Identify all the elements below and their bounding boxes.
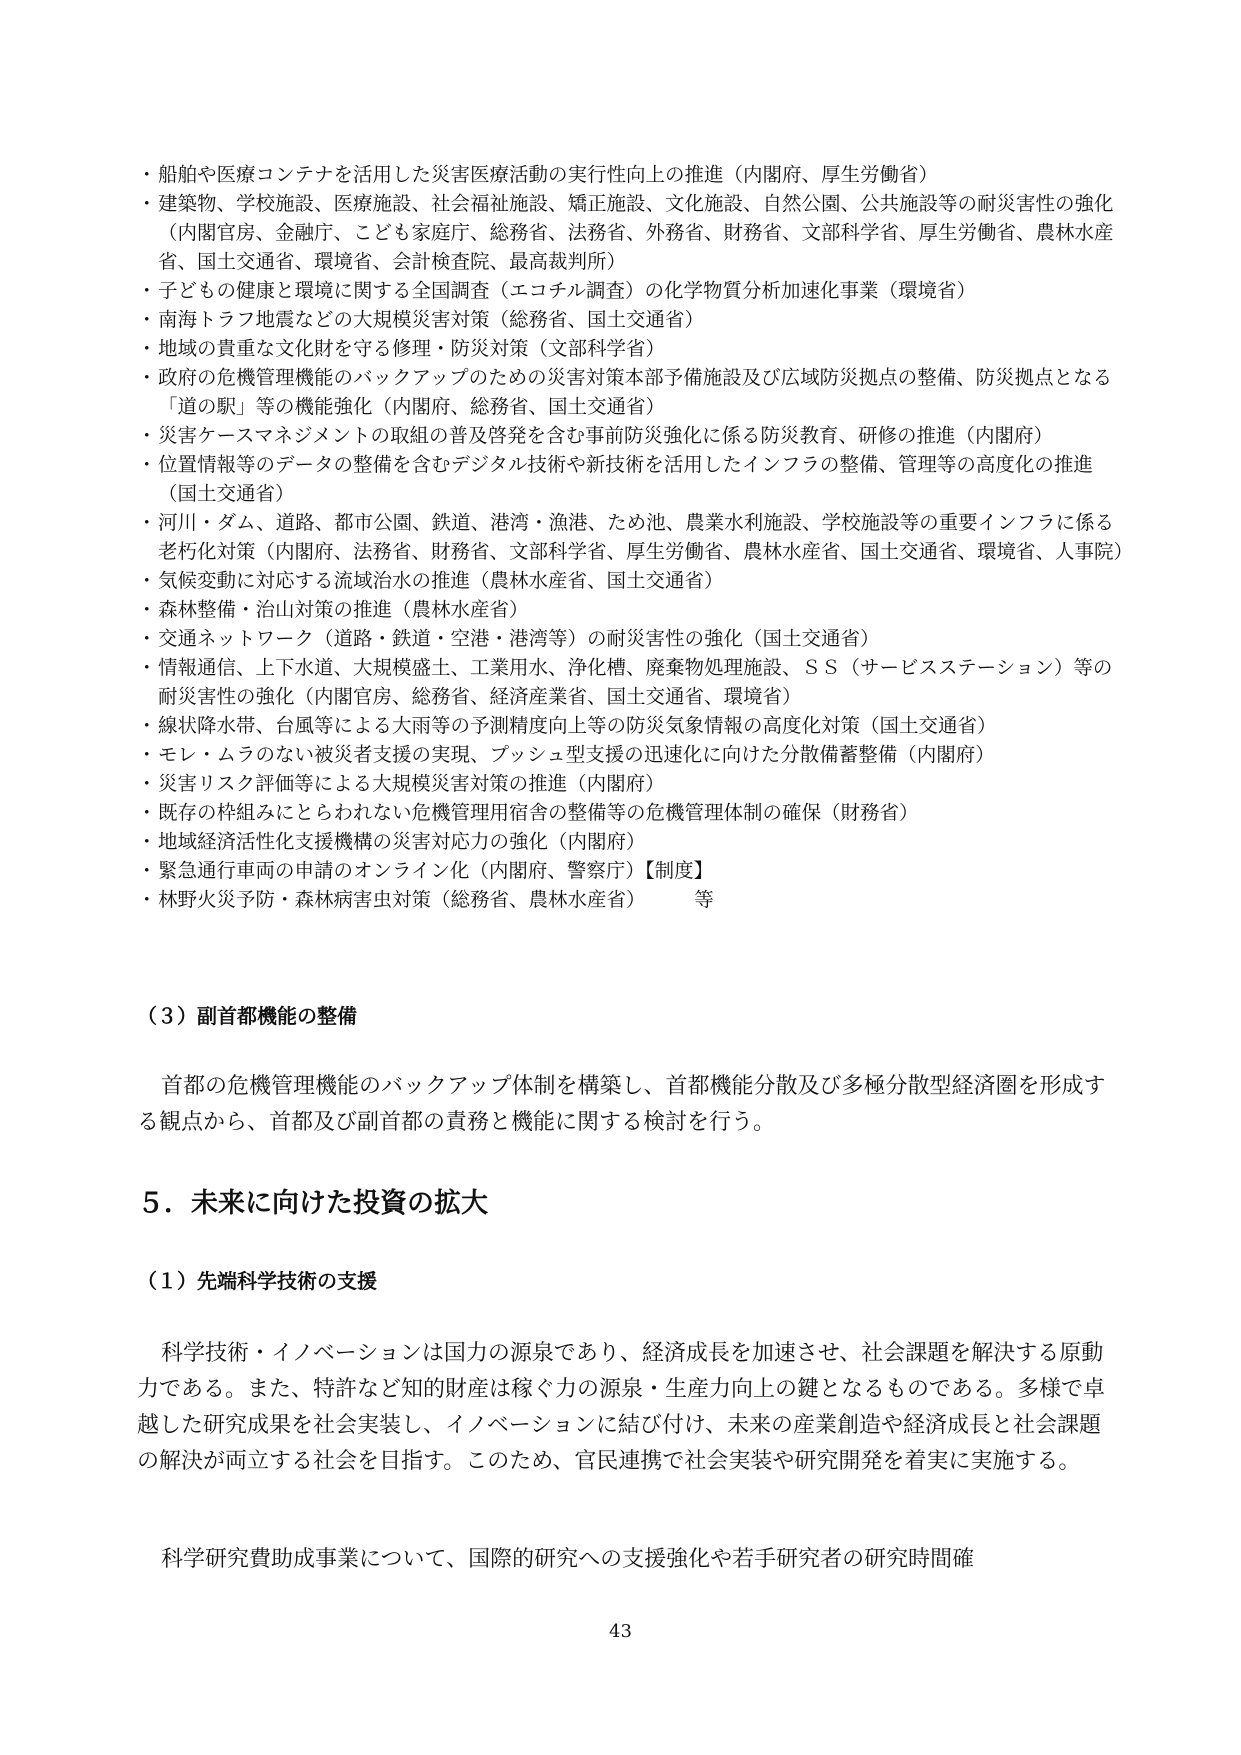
bullet-text: 地域経済活性化支援機構の災害対応力の強化（内閣府） (158, 830, 646, 853)
bullet-mark: ・ (137, 743, 157, 766)
bullet-text: 気候変動に対応する流域治水の推進（農林水産省、国土交通省） (158, 569, 724, 592)
bullet-item (137, 276, 1127, 305)
bullet-mark: ・ (137, 163, 157, 186)
bullet-mark: ・ (137, 279, 157, 302)
body-paragraph: 首都の危機管理機能のバックアップ体制を構築し、首都機能分散及び多極分散型経済圏を形成する観点から、首都及び副首都の責務と機能に関する検討を行う。 (137, 1074, 1106, 1135)
bullet-item (137, 595, 1127, 624)
bullet-item (137, 711, 1127, 740)
bullet-text: 線状降水帯、台風等による大雨等の予測精度向上等の防災気象情報の高度化対策（国土交通省） (158, 714, 997, 737)
body-paragraph: 科学技術・イノベーションは国力の源泉であり、経済成長を加速させ、社会課題を解決する原動力である。また、特許など知的財産は稼ぐ力の源泉・生産力向上の鍵となるものである。多様で卓越した研究成果を社会実装し、イノベーションに結び付け、未来の産業創造や経済成長と社会課題の解決が両立する社会を目指す。このため、官民連携で社会実装や研究開発を着実に実施する。 (137, 1341, 1106, 1474)
bullet-text: 政府の危機管理機能のバックアップのための災害対策本部予備施設及び広域防災拠点の整備、防災拠点となる「道の駅」等の機能強化（内閣府、総務省、国土交通省） (158, 366, 1113, 418)
bullet-item (137, 334, 1127, 363)
bullet-text: 災害ケースマネジメントの取組の普及啓発を含む事前防災強化に係る防災教育、研修の推進（内閣府） (158, 424, 1054, 447)
subsection-heading: （３）副首都機能の整備 (137, 1004, 357, 1028)
bullet-item (137, 160, 1127, 189)
bullet-text: 位置情報等のデータの整備を含むデジタル技術や新技術を活用したインフラの整備、管理等の高度化の推進（国土交通省） (158, 453, 1093, 505)
bullet-text: 建築物、学校施設、医療施設、社会福祉施設、矯正施設、文化施設、自然公園、公共施設等の耐災害性の強化（内閣官房、金融庁、こども家庭庁、総務省、法務省、外務省、財務省、文部科学省、厚生労働省、農林水産省、国土交通省、環境省、会計検査院、最高裁判所） (158, 192, 1114, 273)
bullet-mark: ・ (137, 598, 157, 621)
bullet-item (137, 305, 1127, 334)
bullet-text: 災害リスク評価等による大規模災害対策の推進（内閣府） (158, 772, 665, 795)
bullet-mark: ・ (137, 627, 157, 650)
bullet-text: 河川・ダム、道路、都市公園、鉄道、港湾・漁港、ため池、農業水利施設、学校施設等の重要インフラに係る老朽化対策（内閣府、法務省、財務省、文部科学省、厚生労働省、農林水産省、国土交通省、環境省、人事院） (158, 511, 1134, 563)
bullet-item (137, 624, 1127, 653)
bullet-text: 船舶や医療コンテナを活用した災害医療活動の実行性向上の推進（内閣府、厚生労働省） (158, 163, 939, 186)
bullet-item (137, 827, 1127, 856)
bullet-mark: ・ (137, 830, 157, 853)
bullet-mark: ・ (137, 308, 157, 331)
bullet-item (137, 566, 1127, 595)
bullet-item (137, 450, 1127, 508)
bullet-item (137, 798, 1127, 827)
bullet-mark: ・ (137, 772, 157, 795)
bullet-item (137, 740, 1127, 769)
bullet-text: 交通ネットワーク（道路・鉄道・空港・港湾等）の耐災害性の強化（国土交通省） (158, 627, 880, 650)
bullet-mark: ・ (137, 859, 157, 882)
bullet-item (137, 769, 1127, 798)
body-paragraph: 科学研究費助成事業について、国際的研究への支援強化や若手研究者の研究時間確 (161, 1547, 975, 1572)
bullet-text: 地域の貴重な文化財を守る修理・防災対策（文部科学省） (158, 337, 666, 360)
bullet-mark: ・ (137, 656, 157, 679)
bullet-item (137, 653, 1127, 711)
bullet-mark: ・ (137, 337, 157, 360)
bullet-item (137, 363, 1127, 421)
bullet-mark: ・ (137, 366, 157, 389)
section-heading: ５．未来に向けた投資の拡大 (137, 1188, 488, 1219)
bullet-mark: ・ (137, 888, 157, 911)
bullet-item (137, 508, 1134, 566)
bullet-text: 子どもの健康と環境に関する全国調査（エコチル調査）の化学物質分析加速化事業（環境省） (158, 279, 977, 302)
subsection-heading: （１）先端科学技術の支援 (137, 1269, 377, 1293)
bullet-text: 情報通信、上下水道、大規模盛土、工業用水、浄化槽、廃棄物処理施設、ＳＳ（サービスステーション）等の耐災害性の強化（内閣官房、総務省、経済産業省、国土交通省、環境省） (158, 656, 1113, 708)
bullet-text: 森林整備・治山対策の推進（農林水産省） (158, 598, 529, 621)
bullet-mark: ・ (137, 511, 157, 534)
bullet-mark: ・ (137, 192, 157, 215)
bullet-list (137, 160, 1134, 914)
bullet-mark: ・ (137, 453, 157, 476)
bullet-text: 林野火災予防・森林病害虫対策（総務省、農林水産省） 等 (158, 888, 714, 911)
bullet-item (137, 421, 1127, 450)
bullet-text: 既存の枠組みにとらわれない危機管理用宿舎の整備等の危機管理体制の確保（財務省） (158, 801, 919, 824)
bullet-text: モレ・ムラのない被災者支援の実現、プッシュ型支援の迅速化に向けた分散備蓄整備（内閣府） (158, 743, 995, 766)
bullet-item (137, 856, 1127, 885)
bullet-item (137, 885, 1127, 914)
bullet-mark: ・ (137, 424, 157, 447)
bullet-mark: ・ (137, 569, 157, 592)
bullet-item (137, 189, 1127, 276)
page-number: 43 (609, 1621, 632, 1642)
bullet-mark: ・ (137, 801, 157, 824)
bullet-text: 緊急通行車両の申請のオンライン化（内閣府、警察庁）【制度】 (158, 859, 714, 882)
bullet-mark: ・ (137, 714, 157, 737)
bullet-text: 南海トラフ地震などの大規模災害対策（総務省、国土交通省） (158, 308, 705, 331)
